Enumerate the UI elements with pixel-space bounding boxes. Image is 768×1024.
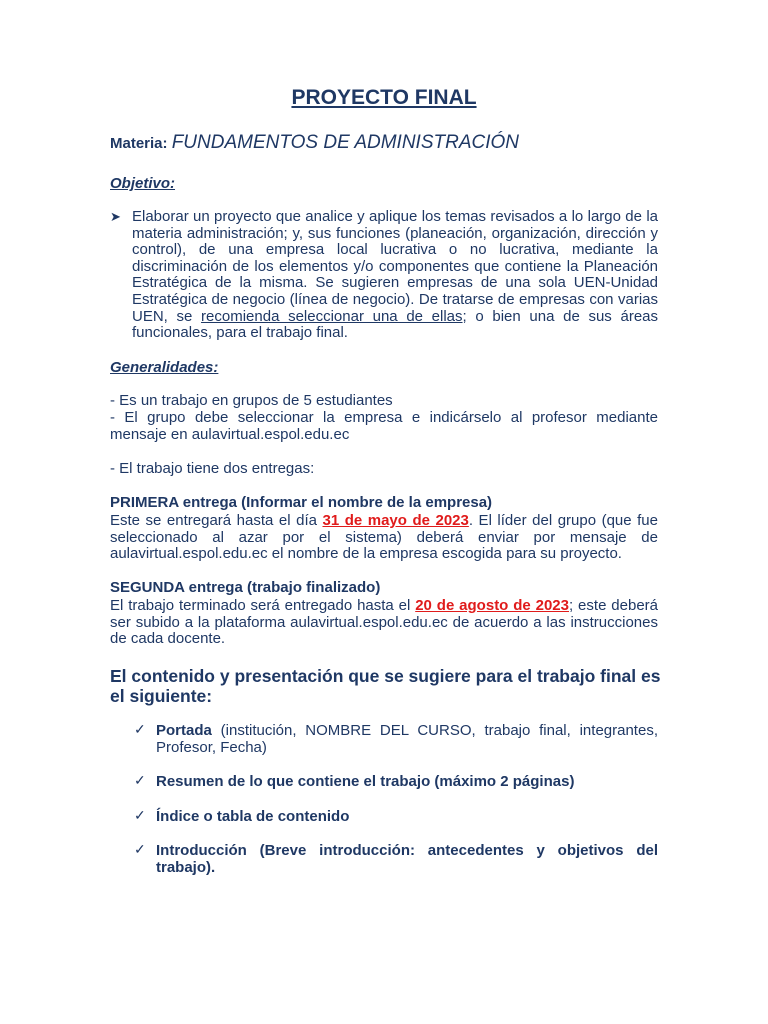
subject-value: FUNDAMENTOS DE ADMINISTRACIÓN: [171, 132, 520, 153]
first-delivery-date: 31 de mayo de 2023: [322, 512, 469, 529]
second-delivery-bold: SEGUNDA: [110, 579, 185, 596]
generalities-item-3: - El trabajo tiene dos entregas:: [110, 460, 315, 477]
arrowhead-bullet-icon: ➤: [110, 209, 121, 224]
generalities-heading: Generalidades:: [110, 359, 219, 376]
generalities-item-2: - El grupo debe seleccionar la empresa e indicárselo al profesor mediante mensaje en aulavirtual.espol.edu.ec: [110, 409, 658, 443]
second-delivery-rest: entrega (trabajo finalizado): [184, 579, 381, 596]
page-title: PROYECTO FINAL: [291, 86, 477, 109]
second-delivery-text: [110, 598, 658, 648]
first-delivery-bold: PRIMERA: [110, 494, 179, 511]
checklist-item-1-bold: Portada: [156, 722, 212, 739]
checklist-item-3: [156, 808, 658, 825]
checklist-item-2-bold: Resumen de lo que contiene el trabajo (máximo 2 páginas): [156, 773, 575, 790]
first-delivery-text: [110, 513, 658, 563]
checkmark-icon: ✓: [134, 807, 146, 823]
checklist-item-1-rest: (institución, NOMBRE DEL CURSO, trabajo final, integrantes, Profesor, Fecha): [156, 722, 658, 756]
objective-paragraph: [132, 209, 658, 342]
checklist-item-3-bold: Índice o tabla de contenido: [156, 808, 350, 825]
checklist-item-4-bold: Introducción (Breve introducción: antecedentes y objetivos del trabajo).: [156, 842, 658, 876]
subject-label: Materia:: [110, 135, 168, 152]
checkmark-icon: ✓: [134, 772, 146, 788]
first-delivery-text-end: . El líder del grupo (que fue seleccionado al azar por el sistema) deberá enviar por mensaje de aulavirtual.espol.edu.ec el nombre de la empresa escogida para su proyecto.: [110, 512, 658, 563]
second-delivery-date: 20 de agosto de 2023: [415, 597, 569, 614]
generalities-item-1: - Es un trabajo en grupos de 5 estudiantes: [110, 392, 393, 409]
first-delivery-heading: [110, 495, 658, 512]
checklist-item-2: [156, 773, 658, 790]
second-delivery-text-end: ; este deberá ser subido a la plataforma aulavirtual.espol.edu.ec de acuerdo a las instrucciones de cada docente.: [110, 597, 658, 648]
checklist-item-4: [156, 842, 658, 876]
objective-text-start: Elaborar un proyecto que analice y aplique los temas revisados a lo largo de la materia administración; y, sus funciones (planeación, organización, dirección y control), de una empresa local lucrativa o no lucrativa, mediante la discriminación de los elementos y/o componentes que contiene la Planeación Estratégica de la misma. Se sugieren empresas de una sola UEN-Unidad Estratégica de negocio (línea de negocio). De tratarse de empresas con varias UEN, se: [132, 208, 658, 325]
checkmark-icon: ✓: [134, 721, 146, 737]
content-heading: El contenido y presentación que se sugiere para el trabajo final es el siguiente:: [110, 666, 661, 706]
objective-heading: Objetivo:: [110, 175, 176, 192]
first-delivery-rest: entrega (Informar el nombre de la empresa): [178, 494, 493, 511]
objective-underlined: recomienda seleccionar una de ellas: [201, 307, 463, 325]
second-delivery-text-start: El trabajo terminado será entregado hasta el: [110, 597, 416, 614]
second-delivery-heading: [110, 580, 658, 597]
first-delivery-text-start: Este se entregará hasta el día: [110, 512, 323, 529]
objective-text-end: ; o bien una de sus áreas funcionales, para el trabajo final.: [132, 307, 659, 342]
checkmark-icon: ✓: [134, 841, 146, 857]
checklist-item-1: [156, 722, 658, 756]
subject-line: [110, 132, 519, 154]
